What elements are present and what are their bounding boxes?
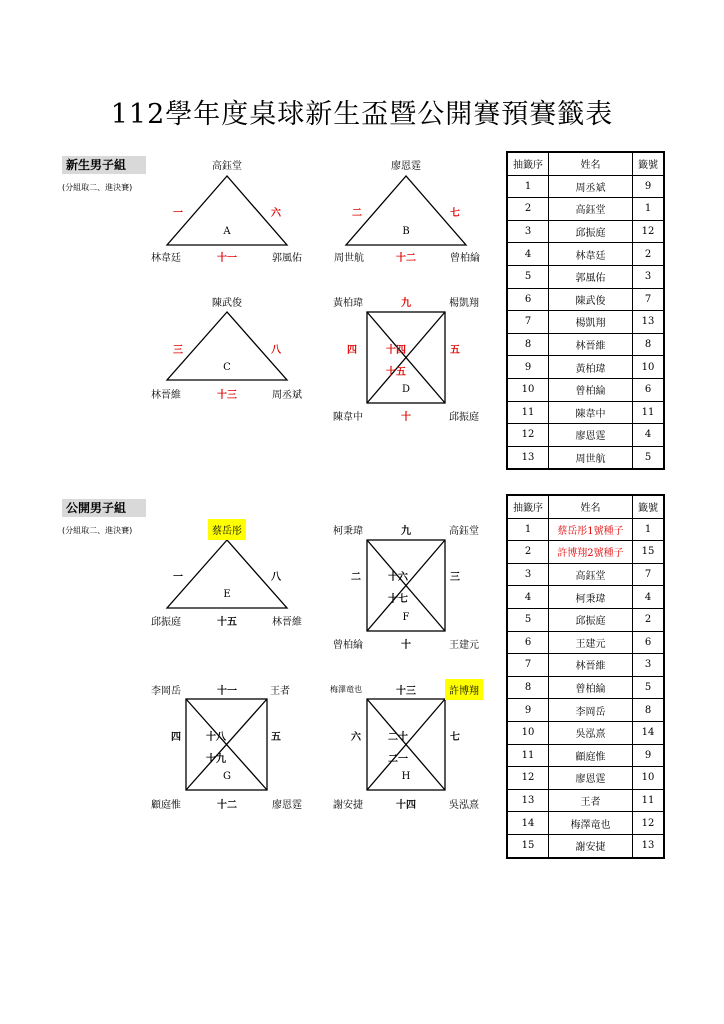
- table-row: [507, 654, 664, 677]
- lot-number-cell: 5: [633, 446, 665, 469]
- group-e-letter: E: [223, 589, 231, 600]
- group-d-top-left-player: 黃柏瑋: [333, 298, 363, 309]
- table-row: [507, 541, 664, 564]
- table-row: [507, 676, 664, 699]
- draw-order-cell: 8: [507, 333, 549, 356]
- group-f-bottom-left-player: 曾柏綸: [333, 640, 363, 651]
- group-g-match-bottom: 十二: [217, 800, 237, 811]
- draw-order-cell: 15: [507, 834, 549, 857]
- table-row: [507, 721, 664, 744]
- lot-number-cell: 9: [633, 175, 665, 198]
- freshman-draw-table: [506, 151, 665, 470]
- draw-order-cell: 4: [507, 243, 549, 266]
- group-d-match-bottom: 十: [401, 412, 411, 423]
- lot-number-cell: 12: [633, 220, 665, 243]
- name-cell: 梅澤竜也: [549, 812, 633, 835]
- group-b-match-right: 七: [450, 208, 460, 219]
- name-cell: 廖恩霆: [549, 424, 633, 447]
- group-d-match-cross2: 十五: [386, 367, 406, 378]
- name-cell: 高鈺堂: [549, 198, 633, 221]
- name-cell: 吳泓熹: [549, 721, 633, 744]
- group-f-match-bottom: 十: [401, 640, 411, 651]
- table-row: [507, 699, 664, 722]
- name-cell: 林韋廷: [549, 243, 633, 266]
- table-row: [507, 631, 664, 654]
- draw-order-cell: 8: [507, 676, 549, 699]
- group-g-letter: G: [223, 771, 231, 782]
- draw-order-cell: 1: [507, 175, 549, 198]
- group-g-match-left: 四: [171, 732, 181, 743]
- table-header-row: [507, 152, 664, 175]
- name-cell: 林晉維: [549, 654, 633, 677]
- open-draw-table: [506, 494, 665, 859]
- draw-order-cell: 13: [507, 446, 549, 469]
- group-g-bottom-left-player: 顧庭惟: [151, 800, 181, 811]
- table-row: [507, 220, 664, 243]
- group-g-bottom-right-player: 廖恩霆: [272, 800, 302, 811]
- group-b-match-bottom: 十二: [396, 253, 416, 264]
- name-cell: 顧庭惟: [549, 744, 633, 767]
- table-row: [507, 789, 664, 812]
- table-row: [507, 401, 664, 424]
- table-row: [507, 333, 664, 356]
- group-f-top-left-player: 柯秉瑋: [333, 526, 363, 537]
- group-d-top-right-player: 楊凱翔: [449, 298, 479, 309]
- lot-number-cell: 3: [633, 654, 665, 677]
- group-a-top-player: 高鈺堂: [212, 161, 242, 172]
- lot-number-cell: 3: [633, 265, 665, 288]
- lot-number-cell: 12: [633, 812, 665, 835]
- group-f-match-top: 九: [401, 526, 411, 537]
- draw-order-cell: 2: [507, 541, 549, 564]
- draw-order-cell: 3: [507, 563, 549, 586]
- group-g-match-cross2: 十九: [206, 754, 226, 765]
- draw-order-cell: 9: [507, 356, 549, 379]
- group-a-match-right: 六: [271, 208, 281, 219]
- lot-number-cell: 9: [633, 744, 665, 767]
- group-d-bottom-right-player: 邱振庭: [449, 412, 479, 423]
- group-h-match-cross1: 二十: [388, 732, 408, 743]
- group-f-match-cross2: 十七: [388, 594, 408, 605]
- lot-number-cell: 8: [633, 333, 665, 356]
- draw-order-cell: 7: [507, 311, 549, 334]
- name-cell: 黃柏瑋: [549, 356, 633, 379]
- draw-order-cell: 1: [507, 518, 549, 541]
- group-f-match-left: 二: [351, 572, 361, 583]
- draw-order-cell: 6: [507, 288, 549, 311]
- lot-number-cell: 10: [633, 767, 665, 790]
- group-b-left-player: 周世航: [334, 253, 364, 264]
- group-g-top-left-player: 李岡岳: [151, 686, 181, 697]
- table-row: [507, 265, 664, 288]
- table-row: [507, 243, 664, 266]
- group-f-bottom-right-player: 王建元: [449, 640, 479, 651]
- name-cell: 陳韋中: [549, 401, 633, 424]
- lot-number-cell: 1: [633, 518, 665, 541]
- table-header-row: [507, 495, 664, 518]
- table-row: [507, 586, 664, 609]
- column-header: 抽籤序: [507, 152, 549, 175]
- lot-number-cell: 4: [633, 424, 665, 447]
- name-cell: 謝安捷: [549, 834, 633, 857]
- draw-order-cell: 5: [507, 608, 549, 631]
- draw-order-cell: 11: [507, 401, 549, 424]
- name-cell: 周丞斌: [549, 175, 633, 198]
- group-c-letter: C: [223, 362, 231, 373]
- table-row: [507, 356, 664, 379]
- table-row: [507, 446, 664, 469]
- name-cell: 郭風佑: [549, 265, 633, 288]
- lot-number-cell: 8: [633, 699, 665, 722]
- group-g-match-right: 五: [271, 732, 281, 743]
- group-c-match-right: 八: [271, 345, 281, 356]
- table-row: [507, 424, 664, 447]
- group-d-match-right: 五: [450, 345, 460, 356]
- group-f-top-right-player: 高鈺堂: [449, 526, 479, 537]
- group-a-match-left: 一: [173, 208, 183, 219]
- name-cell: 王者: [549, 789, 633, 812]
- name-cell: 蔡岳彤1號種子: [549, 518, 633, 541]
- table-row: [507, 198, 664, 221]
- name-cell: 曾柏綸: [549, 676, 633, 699]
- group-h-match-cross2: 二一: [388, 754, 408, 765]
- table-row: [507, 563, 664, 586]
- name-cell: 楊凱翔: [549, 311, 633, 334]
- group-h-bottom-right-player: 吳泓熹: [449, 800, 479, 811]
- group-h-match-right: 七: [450, 732, 460, 743]
- lot-number-cell: 10: [633, 356, 665, 379]
- lot-number-cell: 11: [633, 401, 665, 424]
- column-header: 籤號: [633, 152, 665, 175]
- table-row: [507, 767, 664, 790]
- group-d-match-cross1: 十四: [386, 345, 406, 356]
- name-cell: 許博翔2號種子: [549, 541, 633, 564]
- group-a-right-player: 郭風佑: [272, 253, 302, 264]
- group-h-bottom-left-player: 謝安捷: [333, 800, 363, 811]
- group-d-match-left: 四: [347, 345, 357, 356]
- name-cell: 邱振庭: [549, 220, 633, 243]
- name-cell: 王建元: [549, 631, 633, 654]
- table-row: [507, 744, 664, 767]
- group-g-match-cross1: 十八: [206, 732, 226, 743]
- name-cell: 林晉維: [549, 333, 633, 356]
- lot-number-cell: 1: [633, 198, 665, 221]
- draw-order-cell: 11: [507, 744, 549, 767]
- group-h-match-top: 十三: [396, 686, 416, 697]
- lot-number-cell: 2: [633, 608, 665, 631]
- group-e-right-player: 林晉維: [272, 617, 302, 628]
- lot-number-cell: 7: [633, 288, 665, 311]
- group-d-letter: D: [401, 384, 411, 395]
- draw-order-cell: 13: [507, 789, 549, 812]
- group-g-match-top: 十一: [217, 686, 237, 697]
- group-d-match-top: 九: [401, 298, 411, 309]
- draw-order-cell: 7: [507, 654, 549, 677]
- lot-number-cell: 7: [633, 563, 665, 586]
- name-cell: 周世航: [549, 446, 633, 469]
- name-cell: 陳武俊: [549, 288, 633, 311]
- table-row: [507, 812, 664, 835]
- group-c-left-player: 林晉維: [151, 390, 181, 401]
- group-e-match-bottom: 十五: [217, 617, 237, 628]
- group-e-match-left: 一: [173, 572, 183, 583]
- group-g-top-right-player: 王者: [270, 686, 290, 697]
- table-row: [507, 288, 664, 311]
- group-h-top-right-player: 許博翔: [445, 679, 483, 700]
- section-header-freshman: 新生男子組: [62, 156, 146, 174]
- group-c-right-player: 周丞斌: [272, 390, 302, 401]
- lot-number-cell: 14: [633, 721, 665, 744]
- draw-order-cell: 9: [507, 699, 549, 722]
- group-e-match-right: 八: [271, 572, 281, 583]
- group-e-left-player: 邱振庭: [151, 617, 181, 628]
- draw-order-cell: 12: [507, 424, 549, 447]
- name-cell: 高鈺堂: [549, 563, 633, 586]
- section-note-open: (分組取二、進決賽): [62, 526, 133, 535]
- table-row: [507, 311, 664, 334]
- name-cell: 柯秉瑋: [549, 586, 633, 609]
- group-a-letter: A: [223, 226, 231, 237]
- group-e-top-player: 蔡岳彤: [208, 519, 246, 540]
- lot-number-cell: 11: [633, 789, 665, 812]
- draw-order-cell: 12: [507, 767, 549, 790]
- draw-order-cell: 4: [507, 586, 549, 609]
- column-header: 姓名: [549, 152, 633, 175]
- table-row: [507, 175, 664, 198]
- name-cell: 廖恩霆: [549, 767, 633, 790]
- table-row: [507, 834, 664, 857]
- section-note-freshman: (分組取二、進決賽): [62, 183, 133, 192]
- name-cell: 曾柏綸: [549, 378, 633, 401]
- lot-number-cell: 13: [633, 834, 665, 857]
- draw-order-cell: 6: [507, 631, 549, 654]
- group-d-bottom-left-player: 陳韋中: [333, 412, 363, 423]
- table-row: [507, 518, 664, 541]
- group-b-letter: B: [402, 226, 410, 237]
- section-header-open: 公開男子組: [62, 499, 146, 517]
- table-row: [507, 378, 664, 401]
- column-header: 抽籤序: [507, 495, 549, 518]
- group-f-letter: F: [402, 612, 410, 623]
- page-title: 112學年度桌球新生盃暨公開賽預賽籤表: [110, 99, 614, 130]
- lot-number-cell: 6: [633, 378, 665, 401]
- table-row: [507, 608, 664, 631]
- name-cell: 邱振庭: [549, 608, 633, 631]
- draw-order-cell: 2: [507, 198, 549, 221]
- name-cell: 李岡岳: [549, 699, 633, 722]
- draw-order-cell: 14: [507, 812, 549, 835]
- lot-number-cell: 5: [633, 676, 665, 699]
- group-f-match-right: 三: [450, 572, 460, 583]
- lot-number-cell: 4: [633, 586, 665, 609]
- column-header: 姓名: [549, 495, 633, 518]
- group-b-match-left: 二: [352, 208, 362, 219]
- group-b-right-player: 曾柏綸: [450, 253, 480, 264]
- group-h-match-bottom: 十四: [396, 800, 416, 811]
- group-c-top-player: 陳武俊: [212, 298, 242, 309]
- draw-order-cell: 10: [507, 378, 549, 401]
- group-h-match-left: 六: [351, 732, 361, 743]
- group-c-match-bottom: 十三: [217, 390, 237, 401]
- draw-order-cell: 10: [507, 721, 549, 744]
- group-h-top-left-player: 梅澤竜也: [330, 685, 362, 694]
- lot-number-cell: 2: [633, 243, 665, 266]
- group-a-match-bottom: 十一: [217, 253, 237, 264]
- group-h-letter: H: [401, 771, 411, 782]
- lot-number-cell: 15: [633, 541, 665, 564]
- group-a-left-player: 林韋廷: [151, 253, 181, 264]
- group-c-match-left: 三: [173, 345, 183, 356]
- draw-order-cell: 5: [507, 265, 549, 288]
- group-f-match-cross1: 十六: [388, 572, 408, 583]
- lot-number-cell: 6: [633, 631, 665, 654]
- column-header: 籤號: [633, 495, 665, 518]
- draw-order-cell: 3: [507, 220, 549, 243]
- group-b-top-player: 廖恩霆: [391, 161, 421, 172]
- lot-number-cell: 13: [633, 311, 665, 334]
